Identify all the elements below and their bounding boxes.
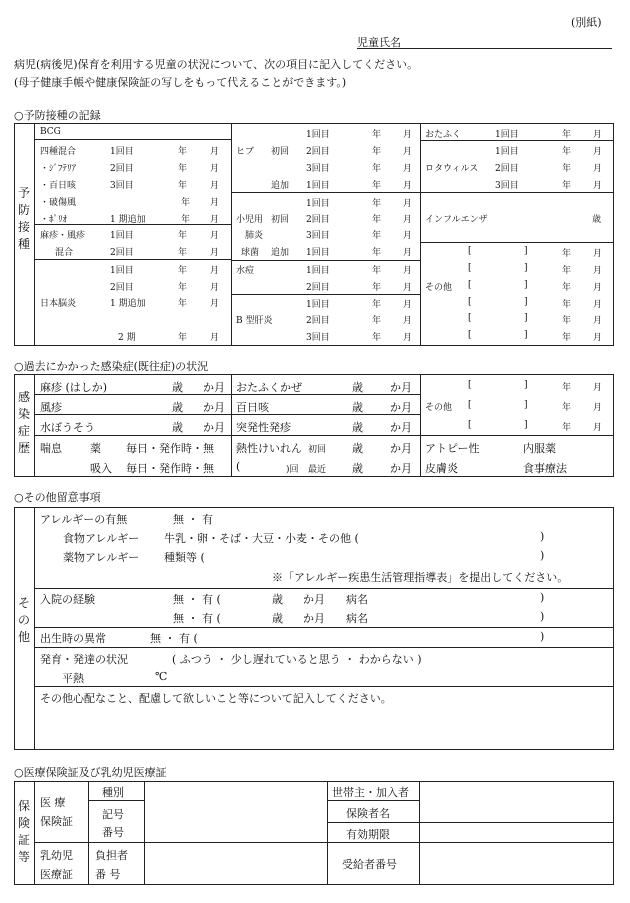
notes-hosp_row: 無 ・ 有 ( bbox=[173, 612, 221, 625]
table-rule bbox=[34, 781, 35, 885]
vaccination-month: 月 bbox=[210, 231, 220, 241]
insurance-title: ○医療保険証及び乳幼児医療証 bbox=[14, 766, 167, 779]
ins-medical: 医 療 bbox=[40, 796, 66, 809]
infection-month: 月 bbox=[593, 423, 603, 433]
table-rule bbox=[34, 507, 35, 750]
vaccination-d1: 1回目 bbox=[495, 147, 519, 157]
table-rule bbox=[88, 781, 89, 885]
vaccination-side-3: 種 bbox=[17, 237, 30, 251]
vaccination-year: 年 bbox=[372, 199, 382, 209]
infection-age: 歳 bbox=[172, 421, 183, 434]
notes-title: ○その他留意事項 bbox=[14, 491, 101, 504]
vaccination-month: 月 bbox=[403, 164, 413, 174]
vaccination-year: 年 bbox=[372, 266, 382, 276]
vaccination-year: 年 bbox=[562, 130, 572, 140]
infection-months: か月 bbox=[203, 381, 225, 394]
vaccination-month: 月 bbox=[593, 147, 603, 157]
vaccination-month: 月 bbox=[403, 199, 413, 209]
infection-freq: 毎日・発作時・無 bbox=[126, 462, 214, 475]
vaccination-year: 年 bbox=[178, 181, 188, 191]
vax-diphtheria: ・ｼﾞﾌﾃﾘｱ bbox=[40, 164, 77, 174]
ins-bango: 番号 bbox=[102, 826, 124, 839]
infection-age: 歳 bbox=[352, 381, 363, 394]
insurance-infant2: 医療証 bbox=[40, 868, 73, 881]
ins-infant: 乳幼児 bbox=[40, 849, 73, 862]
vaccination-shoni2: 肺炎 bbox=[245, 231, 264, 241]
notes-disease: 病名 bbox=[346, 612, 368, 625]
infection-title: ○過去にかかった感染症(既往症)の状況 bbox=[14, 360, 209, 373]
vaccination-side-1: 防 bbox=[17, 203, 30, 217]
ins-kind: 種別 bbox=[102, 786, 124, 799]
child-name-label: 児童氏名 bbox=[357, 36, 401, 49]
inf-mumps: おたふくかぜ bbox=[236, 381, 302, 394]
worry-label: その他心配なこと、配慮して欲しいこと等について記入してください。 bbox=[40, 692, 392, 705]
vaccination-d1: 1回目 bbox=[110, 147, 134, 157]
attachment-note: (別紙) bbox=[571, 16, 602, 29]
vaccination-month: 月 bbox=[403, 248, 413, 258]
table-rule bbox=[144, 781, 145, 885]
vaccination-year: 年 bbox=[562, 316, 572, 326]
vaccination-month: 月 bbox=[403, 316, 413, 326]
vaccination-lb: [ bbox=[468, 297, 472, 307]
infection-month: 月 bbox=[593, 403, 603, 413]
vaccination-first: 初回 bbox=[271, 147, 290, 157]
infection-age: 歳 bbox=[352, 421, 363, 434]
vaccination-shoni3: 球菌 bbox=[241, 248, 260, 258]
table-rule bbox=[34, 123, 35, 346]
vaccination-lb: [ bbox=[468, 420, 472, 430]
vaccination-year: 年 bbox=[372, 248, 382, 258]
vaccination-lb: [ bbox=[468, 400, 472, 410]
notes-months: か月 bbox=[303, 612, 325, 625]
birth-label: 出生時の異常 bbox=[40, 632, 106, 645]
vaccination-month: 月 bbox=[593, 300, 603, 310]
vax-rotavirus: ロタウィルス bbox=[425, 164, 479, 174]
inf-other: その他 bbox=[425, 403, 453, 413]
vaccination-month: 月 bbox=[403, 231, 413, 241]
vaccination-year: 年 bbox=[178, 231, 188, 241]
infection-febrile_count: )回 bbox=[286, 465, 299, 475]
table-rule bbox=[34, 842, 614, 843]
table-rule bbox=[34, 259, 231, 260]
insurance-payer2: 番 号 bbox=[95, 868, 121, 881]
notes-months: か月 bbox=[303, 593, 325, 606]
vaccination-year: 年 bbox=[562, 283, 572, 293]
vax-varicella: 水痘 bbox=[236, 266, 255, 276]
infection-months: か月 bbox=[203, 421, 225, 434]
table-rule bbox=[357, 48, 612, 49]
table-rule bbox=[34, 686, 614, 687]
vaccination-year: 年 bbox=[372, 130, 382, 140]
table-rule bbox=[231, 192, 420, 193]
vaccination-rb: ] bbox=[524, 313, 528, 323]
vaccination-d1add: 1 期追加 bbox=[110, 299, 146, 309]
vaccination-d2ki: 2 期 bbox=[118, 333, 136, 343]
table-rule bbox=[420, 192, 614, 193]
infection-months: か月 bbox=[390, 421, 412, 434]
infection-months: か月 bbox=[390, 381, 412, 394]
vaccination-month: 月 bbox=[403, 266, 413, 276]
vaccination-year: 年 bbox=[562, 147, 572, 157]
vaccination-month: 月 bbox=[593, 181, 603, 191]
table-rule bbox=[419, 781, 420, 885]
vaccination-lb: [ bbox=[468, 313, 472, 323]
vaccination-rb: ] bbox=[524, 297, 528, 307]
notes-side-0: そ bbox=[17, 596, 30, 610]
table-rule bbox=[420, 123, 421, 346]
food-allergy-label: 食物アレルギー bbox=[63, 532, 140, 545]
notes-close: ) bbox=[540, 591, 545, 604]
vaccination-month: 月 bbox=[403, 181, 413, 191]
vaccination-month: 月 bbox=[210, 164, 220, 174]
table-rule bbox=[34, 588, 614, 589]
notes-age: 歳 bbox=[272, 612, 283, 625]
vaccination-year: 年 bbox=[178, 147, 188, 157]
allergy-label: アレルギーの有無 bbox=[40, 513, 128, 526]
vax-pneumococcal: 小児用 bbox=[236, 215, 264, 225]
vaccination-d2: 2回目 bbox=[495, 164, 519, 174]
vaccination-year: 年 bbox=[562, 164, 572, 174]
insurance-side-0: 保 bbox=[17, 799, 30, 813]
insurance-medical2: 保険証 bbox=[40, 815, 73, 828]
vaccination-year: 年 bbox=[372, 300, 382, 310]
vaccination-month: 月 bbox=[403, 333, 413, 343]
vaccination-title: ○予防接種の記録 bbox=[14, 109, 101, 122]
vaccination-d2: 2回目 bbox=[306, 283, 330, 293]
vaccination-month: 月 bbox=[593, 266, 603, 276]
vaccination-year: 年 bbox=[372, 215, 382, 225]
infection-freq: 毎日・発作時・無 bbox=[126, 442, 214, 455]
vaccination-d2: 2回目 bbox=[110, 248, 134, 258]
ins-household: 世帯主・加入者 bbox=[332, 786, 409, 799]
vaccination-month: 月 bbox=[210, 198, 220, 208]
vaccination-d3: 3回目 bbox=[306, 231, 330, 241]
notes-side-2: 他 bbox=[17, 630, 30, 644]
vaccination-add: 追加 bbox=[271, 181, 290, 191]
infection-year: 年 bbox=[562, 403, 572, 413]
ins-kigo: 記号 bbox=[102, 808, 124, 821]
hospital-label: 入院の経験 bbox=[40, 593, 95, 606]
vaccination-year: 年 bbox=[181, 198, 191, 208]
inf-chickenpox: 水ぼうそう bbox=[40, 421, 95, 434]
vaccination-year: 年 bbox=[372, 283, 382, 293]
infection-months: か月 bbox=[390, 401, 412, 414]
intro-line-2: (母子健康手帳や健康保険証の写しをもって代えることができます。) bbox=[14, 76, 347, 89]
vaccination-year: 年 bbox=[372, 231, 382, 241]
vax-tetanus: ・破傷風 bbox=[40, 198, 77, 208]
infection-months: か月 bbox=[390, 462, 412, 475]
vaccination-d3: 3回目 bbox=[495, 181, 519, 191]
ins-insurer: 保険者名 bbox=[346, 807, 390, 820]
ins-valid: 有効期限 bbox=[346, 828, 390, 841]
vaccination-d1: 1回目 bbox=[306, 199, 330, 209]
vaccination-month: 月 bbox=[403, 147, 413, 157]
vaccination-month: 月 bbox=[403, 300, 413, 310]
vaccination-month: 月 bbox=[210, 283, 220, 293]
notes-birth_row: 無 ・ 有 ( bbox=[150, 632, 198, 645]
table-rule bbox=[420, 140, 614, 141]
vax-mr: 麻疹・風疹 bbox=[40, 231, 86, 241]
infection-side-3: 歴 bbox=[17, 441, 30, 455]
vaccination-age: 歳 bbox=[592, 215, 602, 225]
table-rule bbox=[34, 139, 231, 140]
temp-label: 平熱 bbox=[62, 672, 84, 685]
vaccination-d2: 2回目 bbox=[306, 215, 330, 225]
notes-close: ) bbox=[540, 630, 545, 643]
vaccination-first: 初回 bbox=[271, 215, 290, 225]
table-rule bbox=[231, 123, 232, 346]
insurance-side-3: 等 bbox=[17, 850, 30, 864]
vaccination-rb: ] bbox=[524, 246, 528, 256]
vax-polio: ・ﾎﾟﾘｵ bbox=[40, 215, 68, 225]
vaccination-year: 年 bbox=[372, 147, 382, 157]
vaccination-year: 年 bbox=[562, 266, 572, 276]
notes-food_list: 牛乳・卵・そば・大豆・小麦・その他 ( bbox=[164, 532, 359, 545]
drug-allergy-label: 薬物アレルギー bbox=[63, 551, 140, 564]
vaccination-year: 年 bbox=[562, 249, 572, 259]
infection-dermatitis: 皮膚炎 bbox=[425, 462, 458, 475]
vaccination-year: 年 bbox=[372, 316, 382, 326]
vaccination-month: 月 bbox=[593, 164, 603, 174]
inf-rubella: 風疹 bbox=[40, 401, 62, 414]
vax-influenza: インフルエンザ bbox=[425, 215, 488, 225]
notes-none_yes: 無 ・ 有 bbox=[173, 513, 213, 526]
vaccination-month: 月 bbox=[210, 181, 220, 191]
vaccination-d2: 2回目 bbox=[306, 316, 330, 326]
vaccination-year: 年 bbox=[562, 333, 572, 343]
table-rule bbox=[231, 294, 420, 295]
table-rule bbox=[34, 627, 614, 628]
notes-age: 歳 bbox=[272, 593, 283, 606]
infection-side-0: 感 bbox=[17, 390, 30, 404]
infection-year: 年 bbox=[562, 383, 572, 393]
inf-pertussis: 百日咳 bbox=[236, 401, 269, 414]
vaccination-d1: 1回目 bbox=[306, 266, 330, 276]
infection-side-2: 症 bbox=[17, 424, 30, 438]
vaccination-rb: ] bbox=[524, 420, 528, 430]
insurance-side-2: 証 bbox=[17, 833, 30, 847]
vaccination-year: 年 bbox=[372, 164, 382, 174]
vaccination-d1: 1回目 bbox=[306, 300, 330, 310]
notes-hosp_row: 無 ・ 有 ( bbox=[173, 593, 221, 606]
infection-febrile_latest: 最近 bbox=[308, 465, 327, 475]
infection-side-label bbox=[17, 389, 31, 457]
vaccination-d1: 1回目 bbox=[495, 130, 519, 140]
vax-mumps: おたふく bbox=[425, 130, 462, 140]
vaccination-year: 年 bbox=[178, 248, 188, 258]
vax-other: その他 bbox=[425, 283, 453, 293]
vaccination-side-label bbox=[17, 185, 31, 253]
table-rule bbox=[231, 260, 420, 261]
vaccination-rb: ] bbox=[524, 280, 528, 290]
insurance-side-label bbox=[17, 798, 31, 866]
vaccination-d1: 1回目 bbox=[306, 248, 330, 258]
vaccination-rb: ] bbox=[524, 263, 528, 273]
vax-shishu: 四種混合 bbox=[40, 147, 77, 157]
ins-payer: 負担者 bbox=[95, 849, 128, 862]
vaccination-year: 年 bbox=[562, 181, 572, 191]
infection-month: 月 bbox=[593, 383, 603, 393]
vax-je: 日本脳炎 bbox=[40, 299, 77, 309]
vaccination-year: 年 bbox=[562, 300, 572, 310]
vaccination-d1: 1回目 bbox=[110, 231, 134, 241]
insurance-side-1: 険 bbox=[17, 816, 30, 830]
vaccination-d1add: 1 期追加 bbox=[110, 215, 146, 225]
vaccination-d1: 1回目 bbox=[306, 181, 330, 191]
vaccination-rb: ] bbox=[524, 380, 528, 390]
notes-side-1: の bbox=[17, 613, 30, 627]
vaccination-month: 月 bbox=[593, 283, 603, 293]
vaccination-year: 年 bbox=[178, 299, 188, 309]
table-rule bbox=[420, 374, 421, 477]
vaccination-month: 月 bbox=[210, 333, 220, 343]
vaccination-mr2: 混合 bbox=[55, 248, 74, 258]
vaccination-d2: 2回目 bbox=[306, 147, 330, 157]
infection-age: 歳 bbox=[352, 462, 363, 475]
notes-drug_kind: 種類等 ( bbox=[164, 551, 205, 564]
table-rule bbox=[34, 374, 35, 477]
notes-close: ) bbox=[540, 549, 545, 562]
vaccination-year: 年 bbox=[178, 164, 188, 174]
vaccination-month: 月 bbox=[210, 299, 220, 309]
infection-internal: 内服薬 bbox=[523, 442, 556, 455]
notes-close: ) bbox=[540, 610, 545, 623]
vaccination-lb: [ bbox=[468, 263, 472, 273]
vaccination-month: 月 bbox=[593, 333, 603, 343]
infection-inhale: 吸入 bbox=[90, 462, 112, 475]
vaccination-lb: [ bbox=[468, 280, 472, 290]
vaccination-year: 年 bbox=[178, 283, 188, 293]
inf-measles: 麻疹 (はしか) bbox=[40, 381, 108, 394]
infection-age: 歳 bbox=[172, 381, 183, 394]
notes-close: ) bbox=[540, 530, 545, 543]
infection-year: 年 bbox=[562, 423, 572, 433]
table-rule bbox=[327, 800, 419, 801]
vaccination-side-0: 予 bbox=[17, 186, 30, 200]
table-rule bbox=[327, 781, 328, 885]
notes-disease: 病名 bbox=[346, 593, 368, 606]
vax-hib: ヒブ bbox=[236, 147, 255, 157]
infection-months: か月 bbox=[203, 401, 225, 414]
table-rule bbox=[34, 647, 614, 648]
vaccination-year: 年 bbox=[372, 333, 382, 343]
ins-recipient: 受給者番号 bbox=[342, 858, 397, 871]
vax-pertussis: ・百日咳 bbox=[40, 181, 77, 191]
infection-side-1: 染 bbox=[17, 407, 30, 421]
vaccination-month: 月 bbox=[403, 215, 413, 225]
vax-bcg: BCG bbox=[40, 127, 61, 137]
vaccination-side-2: 接 bbox=[17, 220, 30, 234]
inf-exanthem: 突発性発疹 bbox=[236, 421, 291, 434]
vaccination-lb: [ bbox=[468, 380, 472, 390]
table-rule bbox=[231, 374, 232, 477]
inf-atopy: アトピー性 bbox=[425, 442, 480, 455]
infection-age: 歳 bbox=[352, 442, 363, 455]
vaccination-year: 年 bbox=[372, 181, 382, 191]
vaccination-month: 月 bbox=[403, 130, 413, 140]
infection-febrile_first: 初回 bbox=[308, 445, 327, 455]
vaccination-month: 月 bbox=[593, 249, 603, 259]
inf-febrile: 熱性けいれん bbox=[236, 442, 302, 455]
vaccination-lb: [ bbox=[468, 246, 472, 256]
infection-months: か月 bbox=[390, 442, 412, 455]
vaccination-d2: 2回目 bbox=[110, 164, 134, 174]
vaccination-month: 月 bbox=[210, 266, 220, 276]
infection-diet: 食事療法 bbox=[523, 462, 567, 475]
infection-age: 歳 bbox=[172, 401, 183, 414]
vaccination-month: 月 bbox=[210, 147, 220, 157]
table-rule bbox=[420, 242, 614, 243]
development-label: 発育・発達の状況 bbox=[40, 653, 128, 666]
vaccination-d1: 1回目 bbox=[306, 130, 330, 140]
vax-hepb: B 型肝炎 bbox=[236, 316, 273, 326]
vaccination-d3: 3回目 bbox=[306, 164, 330, 174]
table-rule bbox=[327, 822, 614, 823]
vaccination-d3: 3回目 bbox=[306, 333, 330, 343]
vaccination-d2: 2回目 bbox=[110, 283, 134, 293]
vaccination-month: 月 bbox=[593, 316, 603, 326]
vaccination-d1: 1回目 bbox=[110, 266, 134, 276]
vaccination-year: 年 bbox=[178, 266, 188, 276]
table-rule bbox=[88, 800, 144, 801]
vaccination-rb: ] bbox=[524, 330, 528, 340]
notes-side-label bbox=[17, 595, 31, 646]
vaccination-lb: [ bbox=[468, 330, 472, 340]
notes-deg: ℃ bbox=[155, 670, 168, 683]
table-rule bbox=[34, 435, 614, 436]
vaccination-month: 月 bbox=[210, 215, 220, 225]
intro-line-1: 病児(病後児)保育を利用する児童の状況について、次の項目に記入してください。 bbox=[14, 58, 419, 71]
infection-med: 薬 bbox=[90, 442, 101, 455]
infection-febrile_paren: ( bbox=[236, 460, 241, 473]
allergy-notice: ※「アレルギー疾患生活管理指導表」を提出してください。 bbox=[272, 571, 569, 584]
notes-dev_opts: ( ふつう ・ 少し遅れていると思う ・ わからない ) bbox=[172, 653, 422, 666]
inf-asthma: 喘息 bbox=[40, 442, 62, 455]
vaccination-d3: 3回目 bbox=[110, 181, 134, 191]
vaccination-year: 年 bbox=[181, 215, 191, 225]
vaccination-month: 月 bbox=[403, 283, 413, 293]
vaccination-month: 月 bbox=[210, 248, 220, 258]
vaccination-rb: ] bbox=[524, 400, 528, 410]
vaccination-month: 月 bbox=[593, 130, 603, 140]
vaccination-year: 年 bbox=[178, 333, 188, 343]
vaccination-add: 追加 bbox=[271, 248, 290, 258]
infection-age: 歳 bbox=[352, 401, 363, 414]
